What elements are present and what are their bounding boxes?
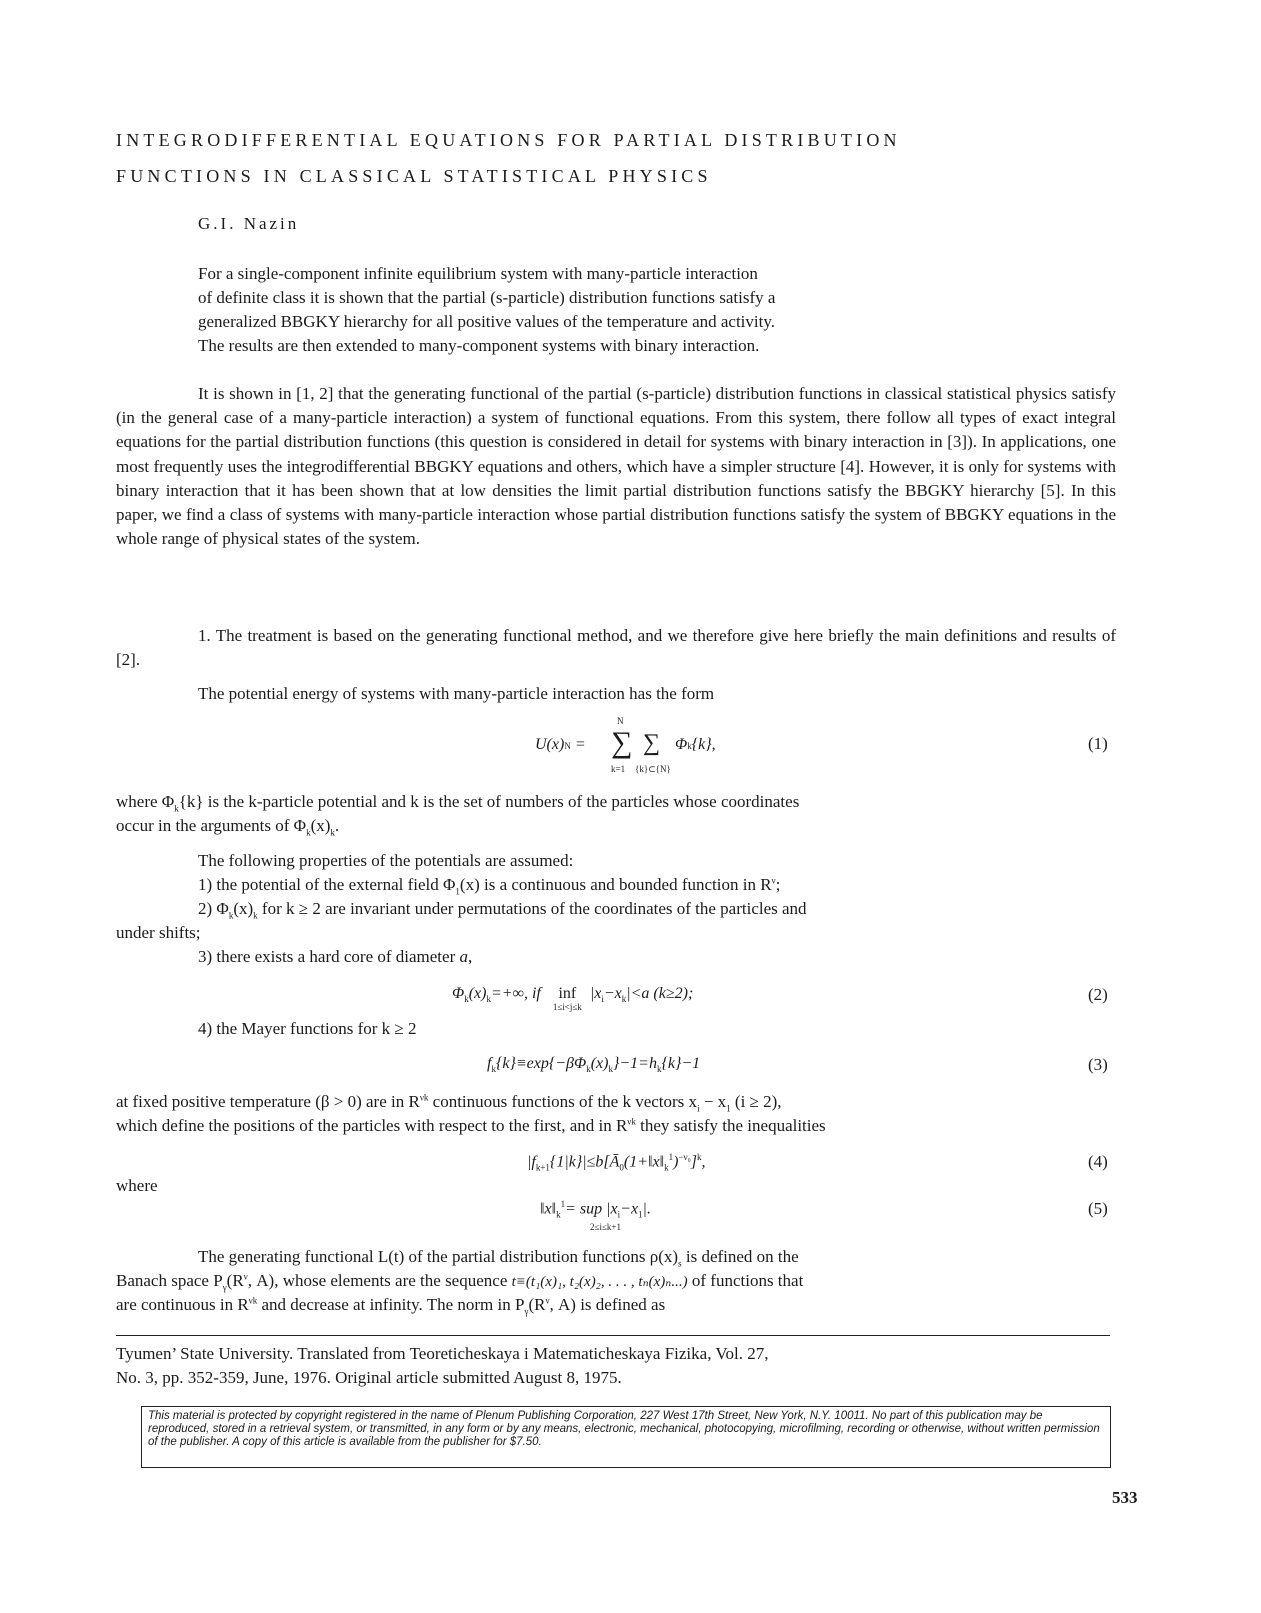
eq1-rhs-arg: {k},	[691, 736, 716, 753]
equation-number: (1)	[1088, 734, 1108, 753]
summation-icon: ∑	[643, 730, 661, 756]
section-1-paragraph: 1. The treatment is based on the generating functional method, and we therefore give here briefly the main definitions and results of [2].	[116, 626, 1116, 670]
after-eq3-line-1: at fixed positive temperature (β > 0) are in $R^{\nu k}$ continuous functions of the k vectors $x_i - x_1$ (i ≥ 2),	[116, 1092, 782, 1114]
abstract-line: generalized BBGKY hierarchy for all positive values of the temperature and activity.	[198, 312, 775, 331]
after-eq3-line-2: which define the positions of the particles with respect to the first, and in $R^{\nu k}$ they satisfy the inequalities	[116, 1116, 826, 1135]
eq1-sum1-top: N	[617, 716, 624, 726]
eq1-sum1-bottom: k=1	[611, 764, 626, 774]
potential-intro: The potential energy of systems with many-particle interaction has the form	[198, 684, 715, 703]
equation-3: $f_k\{k\}\equiv\exp\{-\beta\Phi_k(x)_k\}-1=h_k\{k\}-1$	[487, 1055, 701, 1075]
eq1-lhs: U(x)	[535, 736, 565, 753]
copyright-notice: This material is protected by copyright registered in the name of Plenum Publishing Corporation, 227 West 17th Street, New York, N.Y. 10011. No part of this publication may be reproduced, stored in a retrieval system, or transmitted, in any form or by any means, electronic, mechanical, photocopying, microfilming, recording or otherwise, without written permission of the publisher. A copy of this article is available from the publisher for $7.50.	[141, 1406, 1111, 1468]
equation-number: (3)	[1088, 1055, 1108, 1074]
eq5-sup-range: 2≤i≤k+1	[590, 1222, 621, 1232]
eq1-rhs-sub: k	[687, 741, 692, 751]
footnote	[116, 1342, 1116, 1390]
intro-paragraph: It is shown in [1, 2] that the generating functional of the partial (s-particle) distribution functions in classical statistical physics satisfy (in the general case of a many-particle interaction) a system of functional equations. From this system, there follow all types of exact integral equations for the partial distribution functions (this question is considered in detail for systems with binary interaction in [3]). In applications, one most frequently uses the integrodifferential BBGKY equations and others, which have a simpler structure [4]. However, it is only for systems with binary interaction that it has been shown that at low densities the limit partial distribution functions satisfy the BBGKY hierarchy [5]. In this paper, we find a class of systems with many-particle interaction whose partial distribution functions satisfy the system of BBGKY equations in the whole range of physical states of the system.	[116, 384, 1116, 549]
where-line-2: occur in the arguments of $\Phi_k(x)_k$.	[116, 816, 340, 838]
footnote-line: Tyumen’ State University. Translated from Teoreticheskaya i Matematicheskaya Fizika, Vol. 27,	[116, 1344, 769, 1363]
genfunc-line-2: Banach space $P_\gamma(R^\nu$, A), whose elements are the sequence t≡(t₁(x)₁, t₂(x)₂, . . . , tₙ(x)ₙ...) of functions that	[116, 1271, 804, 1293]
eq1-rhs: Φ	[675, 736, 688, 753]
property-4: 4) the Mayer functions for k ≥ 2	[198, 1019, 417, 1038]
equation-2: $\Phi_k(x)_k=+\infty$, if inf $^{1\le i<j\le k}$ $|x_i-x_k|<a$ (k≥2);	[452, 985, 694, 1012]
summation-icon: ∑	[611, 726, 633, 759]
property-3: 3) there exists a hard core of diameter a,	[198, 947, 473, 966]
equation-1: U(x)N = N ∑ k=1 ∑ {k}⊂{N} Φk{k},	[535, 716, 716, 774]
author: G.I. Nazin	[198, 214, 300, 233]
equation-number: (2)	[1088, 985, 1108, 1004]
abstract-line: of definite class it is shown that the partial (s-particle) distribution functions satisfy a	[198, 288, 776, 307]
eq1-sum2-bottom: {k}⊂{N}	[635, 764, 671, 774]
footnote-line: No. 3, pp. 352-359, June, 1976. Original article submitted August 8, 1975.	[116, 1368, 622, 1387]
abstract-line: The results are then extended to many-component systems with binary interaction.	[198, 336, 760, 355]
eq1-lhs-sub: N	[564, 741, 571, 751]
genfunc-line-1: The generating functional L(t) of the partial distribution functions $\rho(x)_s$ is defined on the	[198, 1247, 799, 1269]
property-1: 1) the potential of the external field $\Phi_1(x)$ is a continuous and bounded function in $R^\nu$;	[198, 875, 781, 897]
equation-5: $‖x‖_k^1=$ sup $|x_i-x_1|$.	[540, 1199, 651, 1220]
footnote-rule	[116, 1335, 1110, 1336]
title-line-2: FUNCTIONS IN CLASSICAL STATISTICAL PHYSICS	[116, 166, 712, 186]
where-label: where	[116, 1176, 158, 1195]
abstract-line: For a single-component infinite equilibrium system with many-particle interaction	[198, 264, 758, 283]
genfunc-line-3: are continuous in $R^{\nu k}$ and decrease at infinity. The norm in $P_\gamma(R^\nu$, A) is defined as	[116, 1295, 666, 1317]
equation-number: (4)	[1088, 1152, 1108, 1171]
equation-4: $|f_{k+1}\{1|k\}|\le b[Ā_0(1+‖x‖_k^1)^{-\nu_0}]^k$,	[527, 1152, 706, 1173]
title-line-1: INTEGRODIFFERENTIAL EQUATIONS FOR PARTIAL DISTRIBUTION	[116, 130, 901, 150]
property-2-continued: under shifts;	[116, 923, 201, 942]
properties-intro: The following properties of the potentials are assumed:	[198, 851, 574, 870]
where-line-1: where $\Phi_k\{k\}$ is the k-particle potential and k is the set of numbers of the particles whose coordinates	[116, 792, 800, 814]
abstract	[198, 262, 1028, 358]
page-number: 533	[1112, 1488, 1138, 1507]
equation-number: (5)	[1088, 1199, 1108, 1218]
property-2: 2) $\Phi_k(x)_k$ for k ≥ 2 are invariant under permutations of the coordinates of the particles and	[198, 899, 807, 921]
